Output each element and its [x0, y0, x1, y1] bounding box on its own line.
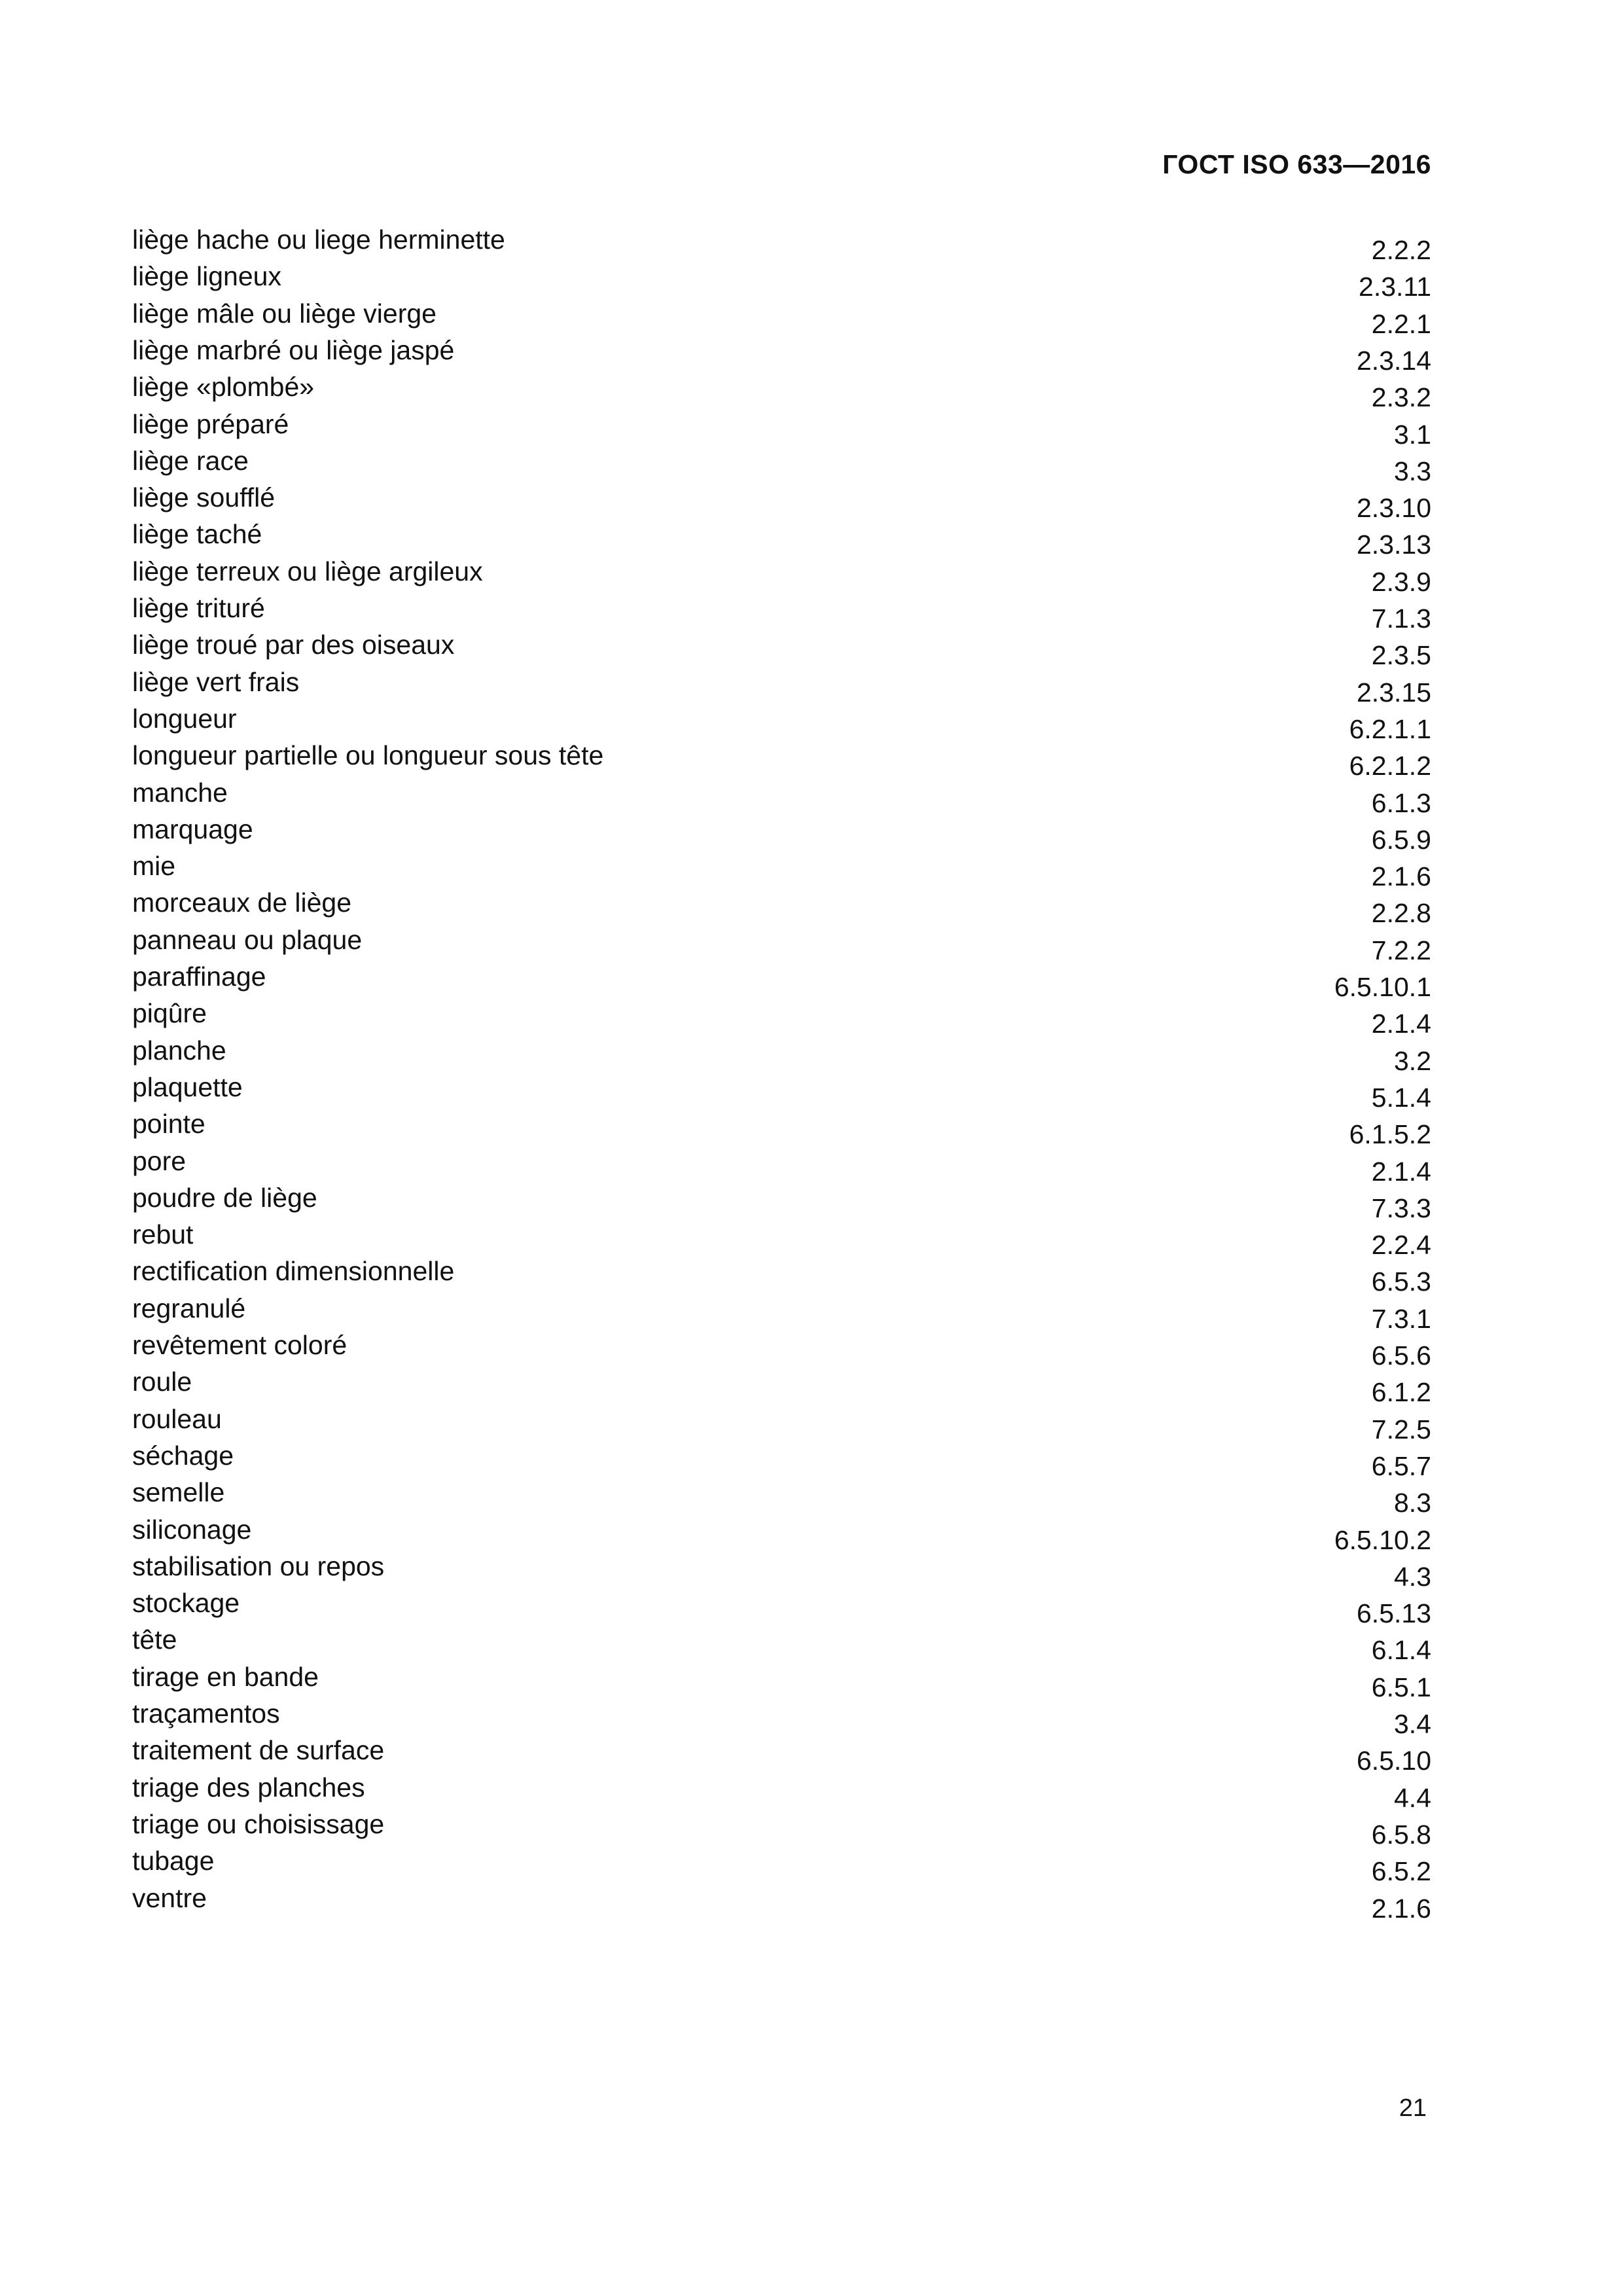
index-term: manche [132, 777, 228, 808]
index-reference-number: 2.3.5 [1371, 640, 1431, 671]
index-term: marquage [132, 814, 253, 844]
index-reference-number: 6.1.3 [1371, 787, 1431, 818]
index-reference-number: 6.5.8 [1371, 1819, 1431, 1850]
index-reference-number: 2.1.4 [1371, 1009, 1431, 1039]
index-term: triage ou choisissage [132, 1808, 385, 1839]
index-reference-number: 2.2.4 [1371, 1230, 1431, 1261]
index-reference-number: 5.1.4 [1371, 1082, 1431, 1113]
index-term: pore [132, 1145, 187, 1176]
index-reference-number: 2.2.1 [1371, 308, 1431, 339]
index-term: liège trituré [132, 593, 265, 623]
index-term: pointe [132, 1109, 205, 1139]
index-term: liège troué par des oiseaux [132, 630, 455, 660]
index-term: rouleau [132, 1403, 222, 1434]
index-reference-number: 4.4 [1394, 1782, 1431, 1813]
index-reference-number: 6.5.10.2 [1334, 1524, 1431, 1555]
index-reference-number: 7.3.1 [1371, 1303, 1431, 1334]
index-reference-number: 2.1.6 [1371, 1893, 1431, 1924]
index-term: liège vert frais [132, 666, 300, 697]
index-reference-number: 7.1.3 [1371, 603, 1431, 634]
index-term: revêtement coloré [132, 1330, 348, 1360]
index-term: liège marbré ou liège jaspé [132, 334, 455, 365]
index-term: panneau ou plaque [132, 924, 363, 955]
index-reference-number: 6.1.5.2 [1349, 1119, 1431, 1150]
index-reference-number: 6.5.10.1 [1334, 972, 1431, 1002]
index-term: stockage [132, 1588, 240, 1619]
index-reference-number: 2.3.14 [1357, 345, 1431, 376]
index-term: liège taché [132, 519, 262, 550]
index-term: liège préparé [132, 408, 289, 439]
document-header-id: ГОСТ ISO 633—2016 [1162, 149, 1431, 179]
index-reference-number: 6.2.1.1 [1349, 713, 1431, 744]
index-reference-number: 2.3.13 [1357, 529, 1431, 560]
index-reference-number: 6.2.1.2 [1349, 751, 1431, 781]
index-term: liège race [132, 445, 249, 476]
index-term: liège terreux ou liège argileux [132, 556, 483, 586]
index-reference-number: 3.1 [1394, 419, 1431, 450]
index-reference-number: 6.5.9 [1371, 824, 1431, 855]
index-reference-number: 8.3 [1394, 1488, 1431, 1518]
index-term: semelle [132, 1477, 225, 1508]
index-term: piqûre [132, 998, 207, 1029]
index-reference-number: 6.1.4 [1371, 1635, 1431, 1666]
index-term: rebut [132, 1219, 194, 1250]
index-term: liège «plombé» [132, 372, 315, 403]
index-reference-number: 6.5.10 [1357, 1746, 1431, 1776]
index-term: tubage [132, 1846, 215, 1876]
index-reference-number: 2.2.8 [1371, 898, 1431, 929]
page-number: 21 [1399, 2094, 1427, 2122]
index-term: tête [132, 1624, 177, 1655]
index-term: longueur [132, 703, 237, 734]
index-reference-number: 6.5.7 [1371, 1450, 1431, 1481]
index-reference-number: 3.2 [1394, 1045, 1431, 1076]
index-term: plaquette [132, 1071, 243, 1102]
index-reference-number: 2.1.4 [1371, 1156, 1431, 1187]
index-term: séchage [132, 1440, 234, 1471]
index-reference-number: 6.5.2 [1371, 1856, 1431, 1887]
index-term: stabilisation ou repos [132, 1551, 385, 1581]
index-term: traçamentos [132, 1698, 280, 1729]
index-reference-number: 2.3.10 [1357, 493, 1431, 524]
index-reference-number: 6.5.1 [1371, 1672, 1431, 1702]
index-term: paraffinage [132, 961, 266, 992]
index-reference-number: 6.5.3 [1371, 1266, 1431, 1297]
index-reference-number: 3.4 [1394, 1709, 1431, 1739]
index-term: planche [132, 1035, 226, 1066]
index-term: longueur partielle ou longueur sous tête [132, 740, 604, 771]
index-reference-number: 7.2.2 [1371, 935, 1431, 965]
index-term: rectification dimensionnelle [132, 1256, 455, 1287]
index-reference-number: 2.2.2 [1371, 235, 1431, 265]
index-term: liège hache ou liege herminette [132, 224, 505, 255]
index-reference-number: 7.3.3 [1371, 1193, 1431, 1223]
index-reference-number: 6.1.2 [1371, 1377, 1431, 1408]
index-term: mie [132, 851, 176, 882]
index-term: poudre de liège [132, 1182, 317, 1213]
index-term: morceaux de liège [132, 888, 352, 918]
index-reference-number: 2.1.6 [1371, 861, 1431, 892]
index-reference-number: 6.5.6 [1371, 1340, 1431, 1371]
index-term: triage des planches [132, 1772, 365, 1803]
index-term: roule [132, 1367, 192, 1397]
index-reference-number: 2.3.2 [1371, 382, 1431, 413]
index-term: traitement de surface [132, 1735, 385, 1766]
index-term: liège mâle ou liège vierge [132, 298, 437, 329]
index-reference-number: 7.2.5 [1371, 1414, 1431, 1444]
index-term: tirage en bande [132, 1661, 319, 1692]
index-reference-number: 6.5.13 [1357, 1598, 1431, 1629]
index-term: ventre [132, 1882, 207, 1913]
index-reference-number: 2.3.15 [1357, 677, 1431, 708]
index-reference-number: 4.3 [1394, 1561, 1431, 1592]
index-term: liège soufflé [132, 482, 276, 513]
index-term: regranulé [132, 1293, 246, 1323]
index-reference-number: 3.3 [1394, 456, 1431, 486]
index-term: liège ligneux [132, 261, 281, 292]
index-term: siliconage [132, 1514, 252, 1545]
index-reference-number: 2.3.11 [1359, 272, 1431, 302]
index-reference-number: 2.3.9 [1371, 566, 1431, 597]
